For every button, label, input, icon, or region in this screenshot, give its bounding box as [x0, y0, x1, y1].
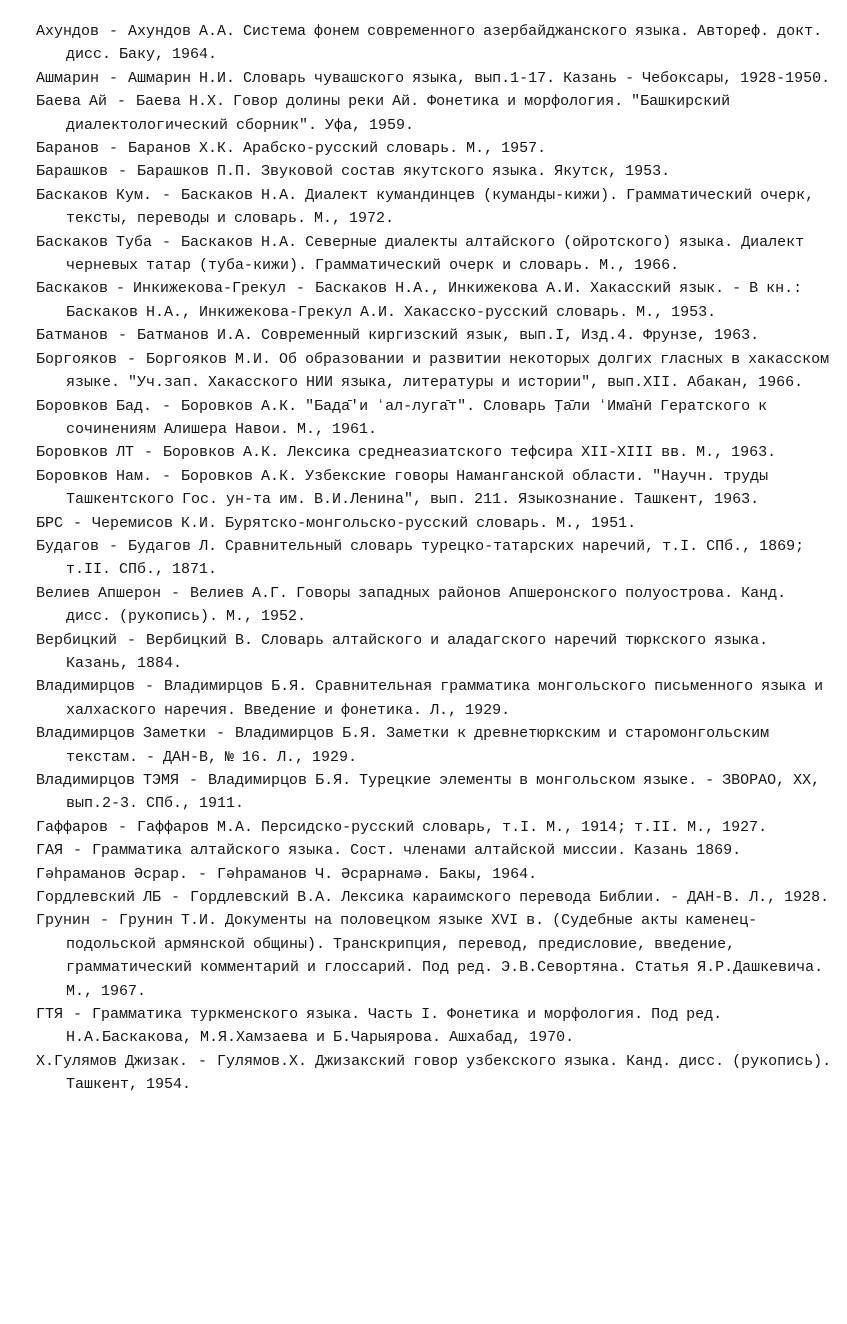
bibliography-entry [36, 395, 833, 442]
entry-abbreviation: Гордлевский ЛБ [36, 889, 162, 907]
bibliography-entry [36, 20, 833, 67]
entry-abbreviation: Х.Гулямов Джизак. [36, 1052, 189, 1070]
bibliography-entry [36, 909, 833, 1003]
entry-dash: - [190, 1052, 216, 1070]
bibliography-entry [36, 863, 833, 886]
entry-reference: Баскаков Н.А., Инкижекова А.И. Хакасский язык. - В кн.: Баскаков Н.А., Инкижекова-Грекул А.И. Хакасско-русский словарь. М., 1953. [66, 280, 803, 321]
bibliography-entry [36, 769, 833, 816]
bibliography-entry [36, 722, 833, 769]
entry-dash: - [288, 280, 314, 298]
bibliography-entry [36, 465, 833, 512]
entry-dash: - [154, 397, 180, 415]
entry-reference: Боровков А.К. "Бада̄'и ʻал-луга̄т". Словарь Т̣а̄ли ʻИма̄нӣ Гератского к сочинениям Алишера Навои. М., 1961. [66, 397, 768, 438]
entry-reference: Гулямов.Х. Джизакский говор узбекского языка. Канд. дисс. (рукопись). Ташкент, 1954. [66, 1052, 832, 1094]
entry-reference: Вербицкий В. Словарь алтайского и аладагского наречий тюркского языка. Казань, 1884. [66, 631, 769, 672]
entry-dash: - [101, 537, 127, 555]
entry-abbreviation: Боровков ЛТ [36, 444, 135, 462]
entry-dash: - [136, 444, 162, 462]
entry-dash: - [119, 350, 145, 368]
entry-reference: Боргояков М.И. Об образовании и развитии некоторых долгих гласных в хакасском языке. "Уч.зап. Хакасского НИИ языка, литературы и истории", вып.XII. Абакан, 1966. [66, 350, 830, 392]
entry-reference: Владимирцов Б.Я. Турецкие элементы в монгольском языке. - ЗВОРАО, XX, вып.2-3. СПб., 1911. [66, 772, 821, 813]
bibliography-entry [36, 441, 833, 464]
entry-dash: - [163, 584, 189, 602]
entry-abbreviation: Боровков Нам. [36, 467, 153, 485]
entry-reference: Ашмарин Н.И. Словарь чувашского языка, вып.1-17. Казань - Чебоксары, 1928-1950. [128, 69, 831, 87]
entry-reference: Баскаков Н.А. Северные диалекты алтайского (ойротского) языка. Диалект черневых татар (туба-кижи). Грамматический очерк и словарь. М., 1966. [66, 233, 805, 275]
entry-reference: Черемисов К.И. Бурятско-монгольско-русский словарь. М., 1951. [92, 514, 637, 532]
entry-dash: - [101, 23, 127, 40]
bibliography-entry [36, 137, 833, 160]
entry-abbreviation: БРС [36, 514, 64, 532]
entry-abbreviation: Вербицкий [36, 631, 118, 649]
entry-reference: Батманов И.А. Современный киргизский язык, вып.I, Изд.4. Фрунзе, 1963. [137, 327, 760, 345]
entry-reference: Баранов Х.К. Арабско-русский словарь. М., 1957. [128, 140, 547, 158]
entry-reference: Ахундов А.А. Система фонем современного азербайджанского языка. Автореф. докт. дисс. Баку, 1964. [66, 23, 823, 64]
entry-dash: - [154, 467, 180, 485]
entry-dash: - [65, 1006, 91, 1024]
entry-reference: Боровков А.К. Узбекские говоры Наманганской области. "Научн. труды Ташкентского Гос. ун-та им. В.И.Ленина", вып. 211. Языкознание. Ташкент, 1963. [66, 467, 769, 509]
bibliography-entry [36, 1003, 833, 1050]
entry-dash: - [119, 631, 145, 649]
entry-abbreviation: Баскаков Кум. [36, 186, 153, 204]
entry-abbreviation: Гаффаров [36, 818, 109, 836]
entry-dash: - [110, 818, 136, 836]
bibliography-entry [36, 629, 833, 676]
entry-dash: - [101, 140, 127, 158]
entry-reference: Баева Н.Х. Говор долины реки Ай. Фонетика и морфология. "Башкирский диалектологический сборник". Уфа, 1959. [66, 93, 731, 134]
entry-reference: Владимирцов Б.Я. Сравнительная грамматика монгольского письменного языка и халхаского наречия. Введение и фонетика. Л., 1929. [66, 678, 824, 719]
bibliography-entry [36, 67, 833, 90]
entry-abbreviation: ГТЯ [36, 1006, 64, 1024]
entry-reference: Владимирцов Б.Я. Заметки к древнетюркским и старомонгольским текстам. - ДАН-В, № 16. Л., 1929. [66, 725, 770, 766]
entry-dash: - [65, 842, 91, 860]
bibliography-entry [36, 816, 833, 839]
bibliography-entry [36, 324, 833, 347]
bibliography-entry [36, 582, 833, 629]
entry-abbreviation: Будагов [36, 537, 100, 555]
entry-abbreviation: Владимирцов Заметки [36, 725, 207, 743]
bibliography-entry [36, 277, 833, 324]
entry-abbreviation: Гәһраманов Әсрар. [36, 865, 189, 883]
entry-reference: Гаффаров М.А. Персидско-русский словарь, т.I. М., 1914; т.II. М., 1927. [137, 818, 768, 836]
bibliography-entry [36, 886, 833, 909]
entry-dash: - [92, 912, 118, 930]
entry-abbreviation: Боровков Бад. [36, 397, 153, 415]
entry-dash: - [101, 69, 127, 87]
entry-dash: - [110, 327, 136, 345]
bibliography-entry [36, 1050, 833, 1097]
entry-dash: - [109, 93, 135, 111]
entry-abbreviation: Боргояков [36, 350, 118, 368]
bibliography-entry [36, 512, 833, 535]
entry-abbreviation: Владимирцов ТЭМЯ [36, 772, 180, 789]
bibliography-entry [36, 184, 833, 231]
entry-abbreviation: Грунин [36, 912, 91, 930]
entry-dash: - [163, 889, 189, 907]
entry-dash: - [181, 772, 207, 789]
bibliography-entry [36, 231, 833, 278]
entry-abbreviation: Баскаков Туба [36, 233, 153, 251]
entry-reference: Велиев А.Г. Говоры западных районов Апшеронского полуострова. Канд. дисс. (рукопись). М., 1952. [66, 584, 787, 626]
entry-reference: Баскаков Н.А. Диалект кумандинцев (куманды-кижи). Грамматический очерк, тексты, переводы и словарь. М., 1972. [66, 186, 815, 228]
entry-dash: - [65, 514, 91, 532]
entry-dash: - [137, 678, 163, 696]
entry-reference: Грамматика туркменского языка. Часть I. Фонетика и морфология. Под ред. Н.А.Баскакова, М.Я.Хамзаева и Б.Чарыярова. Ашхабад, 1970. [66, 1006, 723, 1047]
entry-dash: - [154, 233, 180, 251]
bibliography-entry [36, 160, 833, 183]
entry-abbreviation: Баскаков - Инкижекова-Грекул [36, 280, 287, 298]
entry-abbreviation: Баева Ай [36, 93, 108, 111]
entry-reference: Гәһраманов Ч. Әсрарнамә. Бакы, 1964. [217, 865, 538, 883]
bibliography-list [36, 20, 833, 1097]
entry-reference: Грамматика алтайского языка. Сост. членами алтайской миссии. Казань 1869. [92, 842, 742, 860]
entry-dash: - [110, 163, 136, 181]
entry-dash: - [154, 186, 180, 204]
entry-dash: - [208, 725, 234, 743]
entry-reference: Гордлевский В.А. Лексика караимского перевода Библии. - ДАН-В. Л., 1928. [190, 889, 830, 907]
entry-abbreviation: Барашков [36, 163, 109, 181]
entry-abbreviation: Ахундов [36, 23, 100, 40]
entry-reference: Грунин Т.И. Документы на половецком языке XVI в. (Судебные акты каменец-подольской армянской общины). Транскрипция, перевод, предисловие, введение, грамматический комментарий и глоссарий. Под ред. Э.В.Севортяна. Статья Я.Р.Дашкевича. М., 1967. [66, 912, 824, 1000]
entry-abbreviation: Велиев Апшерон [36, 584, 162, 602]
bibliography-entry [36, 839, 833, 862]
entry-abbreviation: Баранов [36, 140, 100, 158]
bibliography-entry [36, 348, 833, 395]
entry-abbreviation: Ашмарин [36, 69, 100, 87]
entry-abbreviation: Владимирцов [36, 678, 136, 696]
entry-abbreviation: ГАЯ [36, 842, 64, 860]
bibliography-entry [36, 90, 833, 137]
entry-reference: Боровков А.К. Лексика среднеазиатского тефсира XII-XIII вв. М., 1963. [163, 444, 777, 462]
entry-reference: Будагов Л. Сравнительный словарь турецко-татарских наречий, т.I. СПб., 1869; т.II. СПб., 1871. [66, 537, 805, 579]
bibliography-entry [36, 675, 833, 722]
entry-reference: Барашков П.П. Звуковой состав якутского языка. Якутск, 1953. [137, 163, 671, 181]
entry-abbreviation: Батманов [36, 327, 109, 345]
entry-dash: - [190, 865, 216, 883]
bibliography-entry [36, 535, 833, 582]
